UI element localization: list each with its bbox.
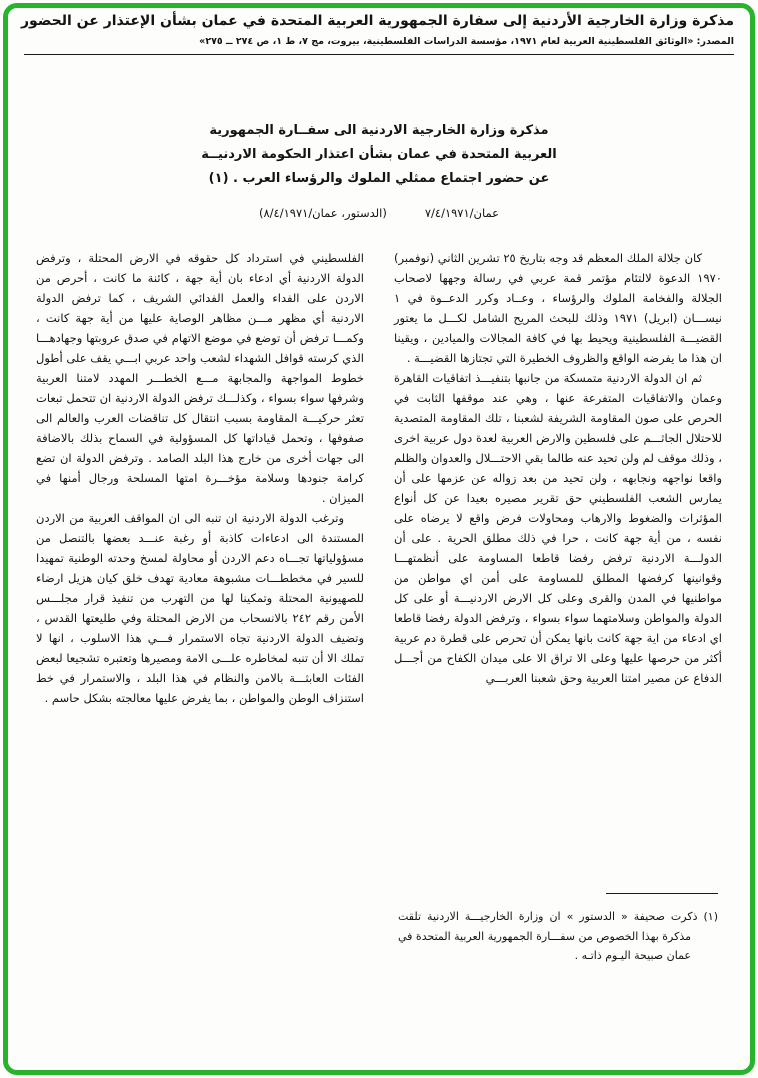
footnote-divider <box>606 893 718 894</box>
paragraph: وترغب الدولة الاردنية ان تنبه الى ان المواقف العربية من الاردن المستندة الى ادعاءات كاذبة أو رغبة عنـــد بعضها بالتنصل من مسؤولياتها تجـــاه دعم الاردن أو محاولة لمسخ وحدته الوطنية تمهيدا للسير في مخططـــات مشبوهة معادية تهدف خلق كيان هزيل ارضاء للصهيونية المحتلة وتمكينا لها من التهرب من تنفيذ قرار مجلـــس الأمن رقم ٢٤٢ بالانسحاب من الارض المحتلة وفي طليعتها القدس ، وتضيف الدولة الاردنية تجاه الاستمرار فـــي هذا الاسلوب ، انها لا تملك الا أن تنبه لمخاطره علـــى الامة ومصيرها وتعتبره تشجيعا لبعض الفئات العابثـــة بالامن والنظام في هذا البلد ، والاستمرار في خط استنزاف الوطن والمواطن ، بما يفرض عليها معالجته بشكل حاسم . <box>36 511 365 705</box>
paragraph: الفلسطيني في استرداد كل حقوقه في الارض المحتلة ، وترفض الدولة الاردنية أي ادعاء بان أية جهة ، كائنة ما كانت ، أحرص من الاردن على الفداء والعمل الفدائي الشريف ، كما ترفض الدولة الاردنية أي مظهر مـــن مظاهر الوصاية عليها من أية جهة كانت ، وكمـــا ترفض أن توضع في موضع الاتهام في صدق عروبتها وجهادهـــا الذي كرسته قوافل الشهداء لشعب واحد عربي ابـــي يقف على أطول خطوط المواجهة والمجابهة مـــع الخطـــر المهدد لامتنا العربية وشرفها سواء بسواء ، وكذلـــك ترفض الدولة الاردنية ان تتحمل تبعات تعثر حركيـــة المقاومة بسبب انتقال كل تناقضات العرب والعالم الى صفوفها ، وتحمل قياداتها كل المسؤولية في السماح بذلك بالاضافة الى جهات أخرى من خارج هذا البلد الصامد . وترفض الدولة ان تضع كرامة جنودها وسلامة مؤخـــرة امتها المسلحة ورجال أمنها في الميزان . <box>36 251 364 505</box>
memo-title-line: عن حضور اجتماع ممثلي الملوك والرؤساء العرب . (١) <box>208 171 550 186</box>
paragraph: كان جلالة الملك المعظم قد وجه بتاريخ ٢٥ تشرين الثاني (نوفمبر) ١٩٧٠ الدعوة لالتئام مؤتمر قمة عربي في رسالة وجهها لاصحاب الجلالة والفخامة الملوك والرؤساء ، وعــاد وكرر الدعــوة في ١ نيســـان (ابريل) ١٩٧١ وذلك للبحث المريح الشامل لكـــل ما يعتور القضيـــة الفلسطينية ويحيط بها في كافة المجالات والميادين ، ويقينا ان هذا ما يفرضه الواقع والظروف الخطيرة التي تجتازها القضيـــة . <box>394 251 723 365</box>
memo-title-line: العربية المتحدة في عمان بشأن اعتذار الحكومة الاردنيــة <box>201 147 557 162</box>
page-title: مذكرة وزارة الخارجية الأردنية إلى سفارة الجمهورية العربية المتحدة في عمان بشأن الإعتذار عن الحضور <box>21 13 734 29</box>
footnote <box>398 907 718 966</box>
memo-date: عمان/٧/٤/١٩٧١ <box>424 206 499 220</box>
paragraph: ثم ان الدولة الاردنية متمسكة من جانبها بتنفيـــذ اتفاقيات القاهرة وعمان والاتفاقيات المتفرعة عنها ، وهي عند موقفها الثابت في الحرص على صون المقاومة الشريفة لشعبنا ، تلك المقاومة المتصدية للاحتلال الجاثـــم على فلسطين والارض العربية لعدة دول عربية اخرى ، وذلك موقف لم ولن تحيد عنه طالما بقي الاحتـــلال والعدوان والظلم واقعا نواجهه ونجابهه ، ولن تحيد من بعد زواله عن عزمها على أن يمارس الشعب الفلسطيني حق تقرير مصيره بعيدا عن كل أنواع المؤثرات والضغوط والارهاب ومحاولات فرض واقع لا يرضاه على نفسه ، من أية جهة كانت ، حرا في ذلك مطلق الحرية . على أن الدولـــة الاردنية ترفض رفضا قاطعا المساومة على أنظمتهـــا وقوانينها كرفضها المطلق للمساومة على أمن اي مواطن من مواطنيها في المدن والقرى وعلى كل الارض الاردنيـــة أو على كل الدولة والمواطن وسلامتهما سواء بسواء ، وترفض الدولة رفضا قاطعا اي ادعاء من اية جهة كانت بانها يمكن أن تحرص على قطرة دم عربية أكثر من حرصها عليها وعلى الا تراق الا على ميدان الكفاح من أجـــل الدفاع عن مصير امتنا العربية وحق شعبنا العربـــي <box>394 371 722 685</box>
source-line: المصدر: «الوثائق الفلسطينية العربية لعام ١٩٧١، مؤسسة الدراسات الفلسطينية، بيروت، مج ٧، ط ١، ص ٢٧٤ ــ ٢٧٥» <box>199 36 734 47</box>
body-columns <box>24 248 734 708</box>
text-column-right <box>394 248 722 708</box>
footnote-text: ذكرت صحيفة « الدستور » ان وزارة الخارجيـــة الاردنية تلقت مذكرة بهذا الخصوص من سفـــارة الجمهورية العربية المتحدة في عمان صبيحة اليـوم ذاتـه . <box>398 910 698 962</box>
footnote-marker: (١) <box>703 910 719 923</box>
text-column-left <box>36 248 364 708</box>
memo-title-block <box>24 119 734 191</box>
memo-press-reference: (الدستور، عمان/٨/٤/١٩٧١) <box>259 206 387 220</box>
header-divider <box>24 54 734 55</box>
date-line <box>24 206 734 220</box>
footnote-area <box>398 893 718 966</box>
memo-title-line: مذكرة وزارة الخارجية الاردنية الى سفــارة الجمهورية <box>209 123 549 138</box>
